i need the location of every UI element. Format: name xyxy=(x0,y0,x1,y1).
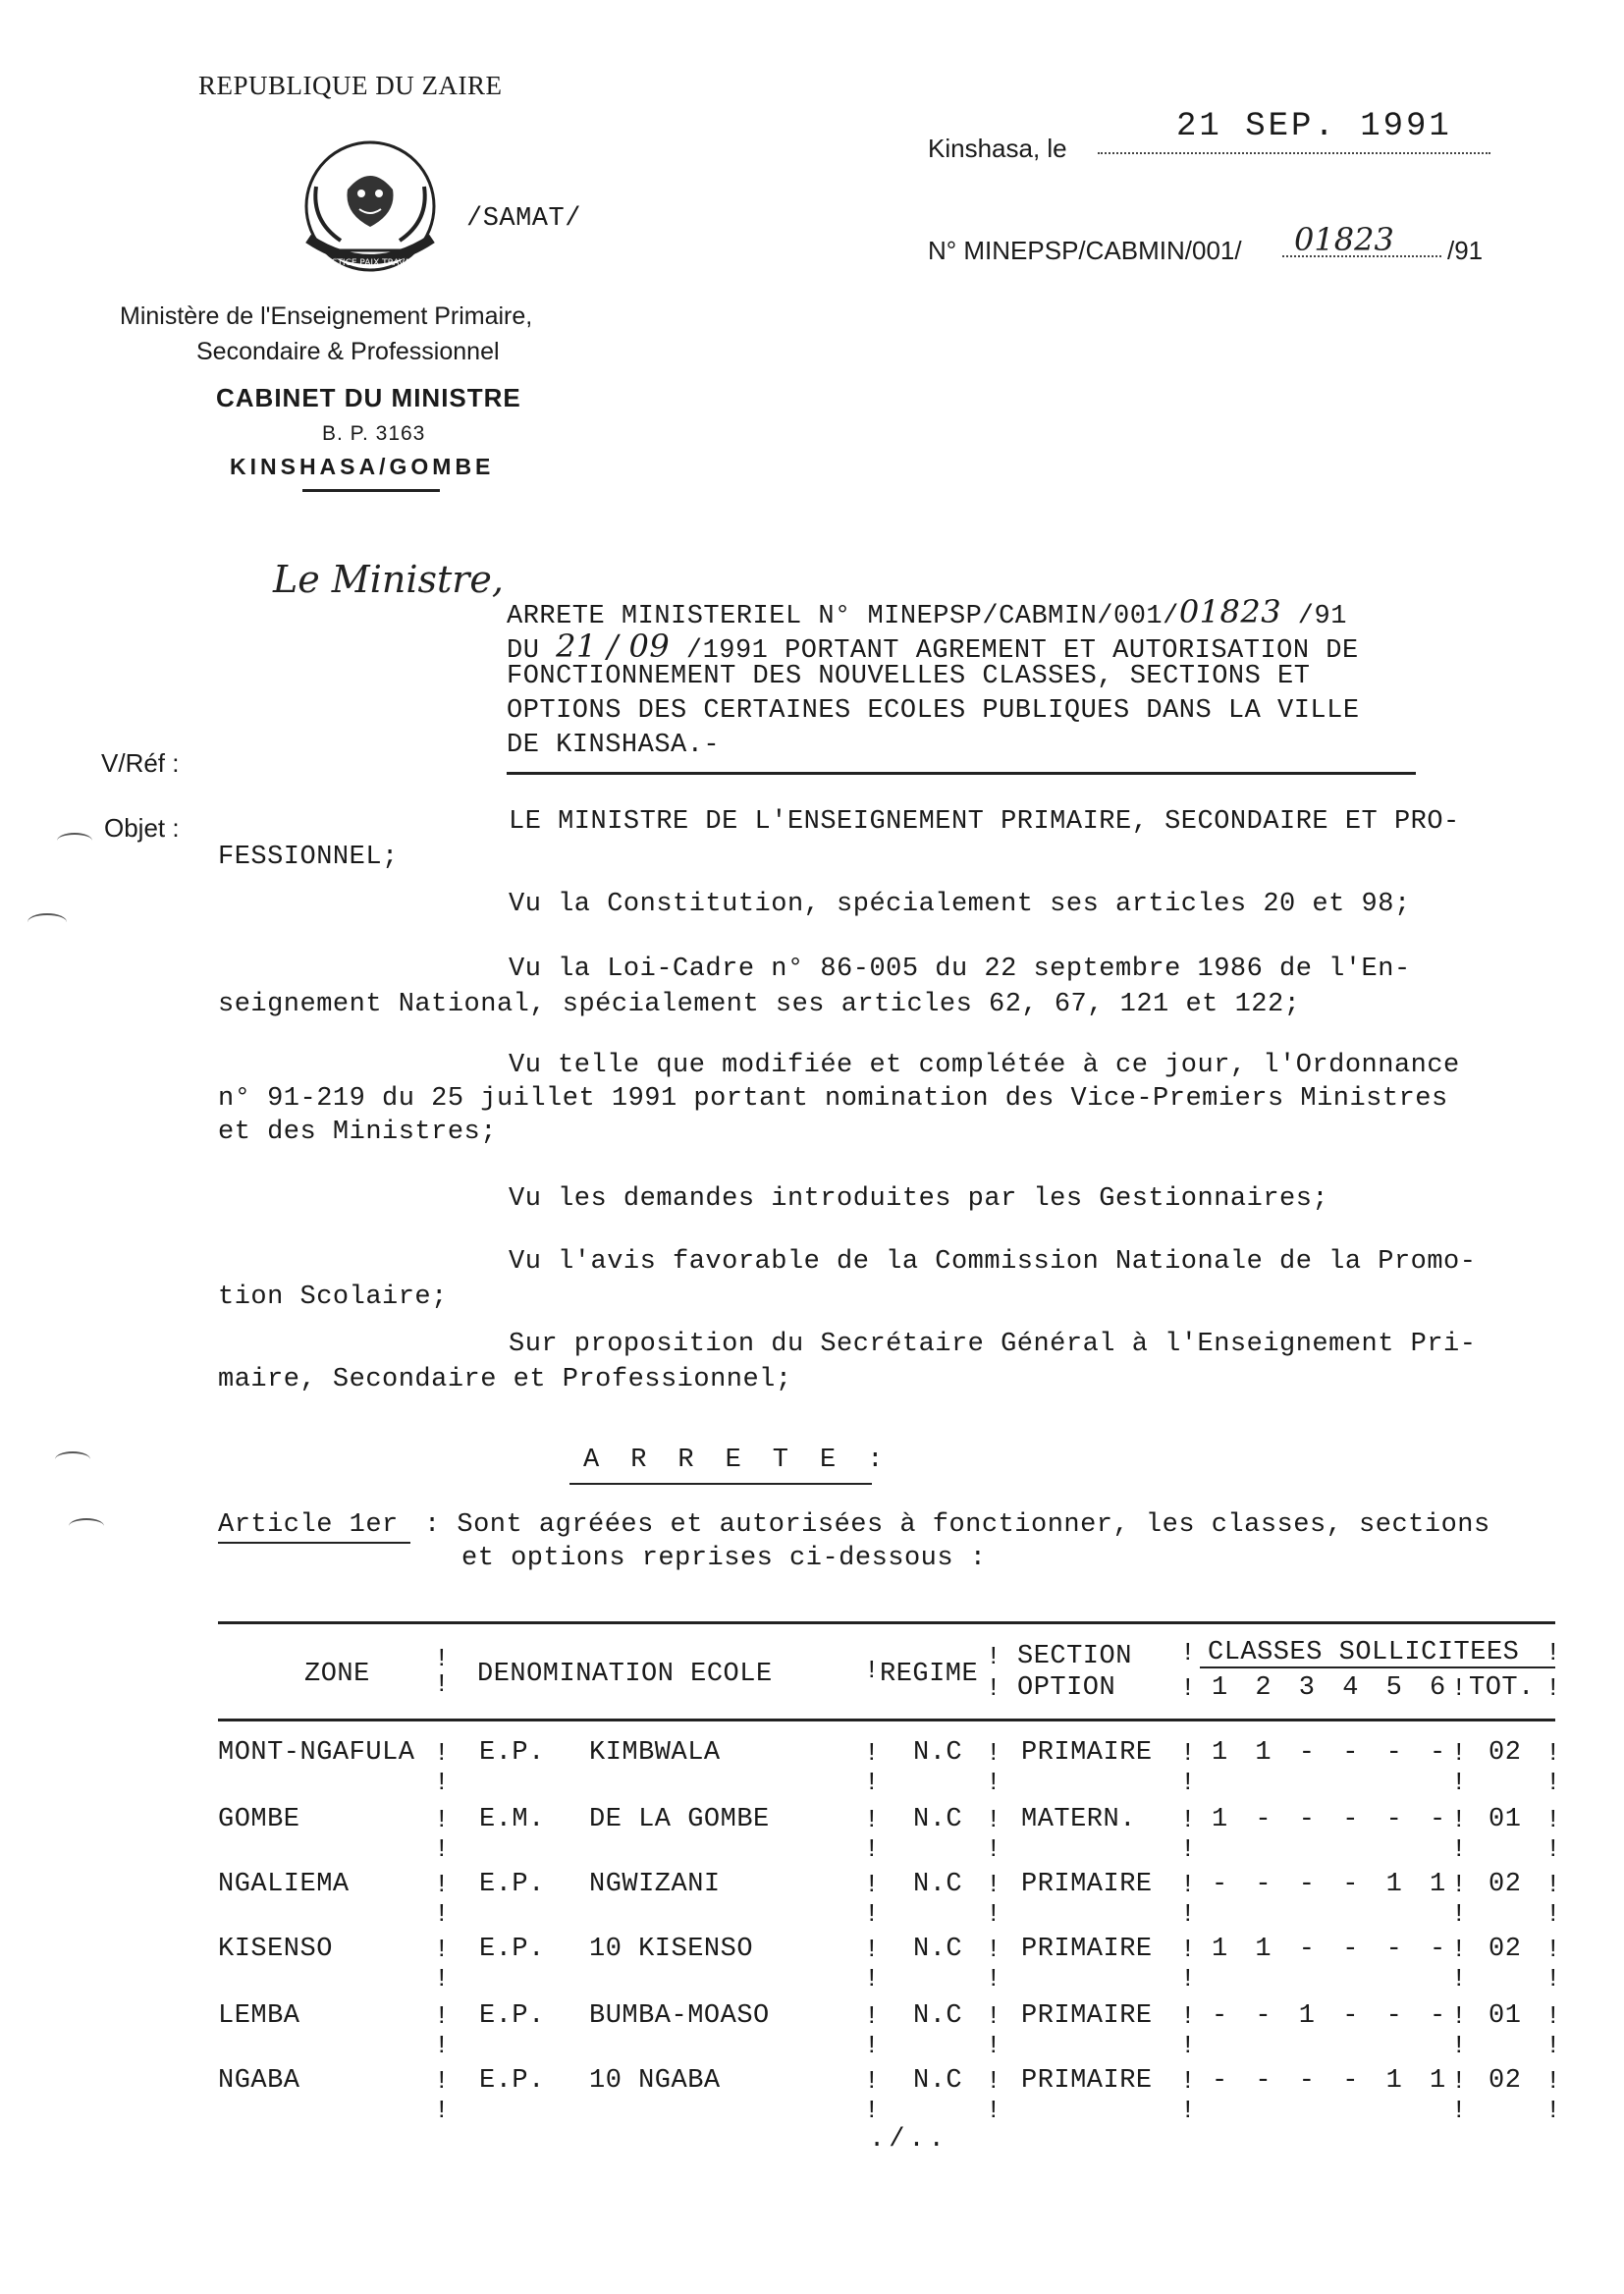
decree-title-line: FONCTIONNEMENT DES NOUVELLES CLASSES, SECTIONS ET xyxy=(507,662,1311,691)
reference-number-suffix: /91 xyxy=(1447,236,1484,265)
divider xyxy=(302,489,440,492)
table-cell-total: 02 xyxy=(1489,1738,1522,1768)
column-separator: ! xyxy=(434,1644,451,1673)
column-separator: ! xyxy=(1180,2031,1197,2060)
column-separator: ! xyxy=(1545,1768,1562,1797)
column-separator: ! xyxy=(864,2001,881,2031)
column-separator: ! xyxy=(986,1673,1002,1703)
decree-title-line: OPTIONS DES CERTAINES ECOLES PUBLIQUES DANS LA VILLE xyxy=(507,696,1360,726)
ministry-name-line-1: Ministère de l'Enseignement Primaire, xyxy=(120,302,533,330)
column-separator: ! xyxy=(1451,2066,1468,2096)
column-separator: ! xyxy=(434,1964,451,1994)
column-separator: ! xyxy=(986,1899,1002,1929)
table-cell-section: MATERN. xyxy=(1021,1805,1136,1834)
column-separator: ! xyxy=(1545,2001,1562,2031)
column-separator: ! xyxy=(1451,2096,1468,2125)
table-cell-regime: N.C xyxy=(913,2001,963,2031)
article-text: : Sont agréées et autorisées à fonctionner, les classes, sections xyxy=(424,1510,1490,1540)
table-cell-type: E.P. xyxy=(479,1738,545,1768)
column-header-option: OPTION xyxy=(1017,1673,1116,1703)
column-separator: ! xyxy=(434,2066,451,2096)
table-cell-type: E.P. xyxy=(479,2001,545,2031)
table-cell-regime: N.C xyxy=(913,2066,963,2096)
column-separator: ! xyxy=(1451,1899,1468,1929)
signatory-heading: Le Ministre, xyxy=(273,558,504,601)
column-separator: ! xyxy=(434,2096,451,2125)
zaire-emblem-icon xyxy=(287,133,454,285)
column-separator: ! xyxy=(1545,1964,1562,1994)
column-separator: ! xyxy=(864,1768,881,1797)
column-separator: ! xyxy=(1451,2001,1468,2031)
column-separator: ! xyxy=(986,2066,1002,2096)
column-separator: ! xyxy=(1180,1738,1197,1768)
table-cell-name: KIMBWALA xyxy=(589,1738,721,1768)
divider xyxy=(507,772,1416,775)
column-separator: ! xyxy=(864,1964,881,1994)
column-separator: ! xyxy=(1451,1834,1468,1864)
table-cell-section: PRIMAIRE xyxy=(1021,1738,1153,1768)
column-separator: ! xyxy=(434,1935,451,1964)
decree-title-line: DU 21 / 09 /1991 PORTANT AGREMENT ET AUTORISATION DE xyxy=(507,628,1359,666)
body-paragraph: n° 91-219 du 25 juillet 1991 portant nomination des Vice-Premiers Ministres xyxy=(218,1084,1448,1114)
table-cell-regime: N.C xyxy=(913,1870,963,1899)
divider xyxy=(569,1483,872,1485)
column-separator: ! xyxy=(434,1899,451,1929)
postal-box: B. P. 3163 xyxy=(322,422,426,445)
column-separator: ! xyxy=(1180,2001,1197,2031)
body-paragraph: seignement National, spécialement ses articles 62, 67, 121 et 122; xyxy=(218,990,1301,1019)
column-header-zone: ZONE xyxy=(304,1660,370,1689)
scan-mark xyxy=(55,1451,90,1467)
column-separator: ! xyxy=(864,1656,881,1685)
column-separator: ! xyxy=(1451,1768,1468,1797)
body-paragraph: Vu la Constitution, spécialement ses articles 20 et 98; xyxy=(509,890,1411,919)
column-separator: ! xyxy=(864,1738,881,1768)
ministry-name-line-2: Secondaire & Professionnel xyxy=(196,338,500,365)
vref-label: V/Réf : xyxy=(101,748,180,778)
column-separator: ! xyxy=(1451,1870,1468,1899)
scan-mark xyxy=(57,833,92,848)
column-separator: ! xyxy=(434,1870,451,1899)
column-separator: ! xyxy=(434,2031,451,2060)
table-cell-total: 01 xyxy=(1489,1805,1522,1834)
column-separator: ! xyxy=(986,1935,1002,1964)
table-cell-section: PRIMAIRE xyxy=(1021,1870,1153,1899)
column-header-section: SECTION xyxy=(1017,1642,1132,1671)
table-cell-section: PRIMAIRE xyxy=(1021,2066,1153,2096)
body-paragraph: Vu les demandes introduites par les Gestionnaires; xyxy=(509,1184,1329,1214)
column-separator: ! xyxy=(434,1669,451,1699)
column-separator: ! xyxy=(1545,1738,1562,1768)
column-separator: ! xyxy=(986,1642,1002,1671)
table-cell-name: 10 NGABA xyxy=(589,2066,721,2096)
page-continuation: ./.. xyxy=(869,2125,948,2155)
column-separator: ! xyxy=(864,1870,881,1899)
table-cell-classes: 1 - - - - - xyxy=(1212,1805,1452,1834)
column-separator: ! xyxy=(1180,1899,1197,1929)
column-separator: ! xyxy=(986,2001,1002,2031)
republic-heading: REPUBLIQUE DU ZAIRE xyxy=(198,71,503,100)
column-separator: ! xyxy=(1180,1964,1197,1994)
column-separator: ! xyxy=(1180,1834,1197,1864)
column-separator: ! xyxy=(1451,1964,1468,1994)
column-separator: ! xyxy=(1545,1673,1562,1703)
date-dotted-line xyxy=(1098,152,1490,154)
reference-number-handwritten: 01823 xyxy=(1294,221,1394,258)
column-separator: ! xyxy=(434,1768,451,1797)
body-paragraph: LE MINISTRE DE L'ENSEIGNEMENT PRIMAIRE, SECONDAIRE ET PRO- xyxy=(509,807,1460,837)
column-separator: ! xyxy=(1180,2066,1197,2096)
table-cell-regime: N.C xyxy=(913,1805,963,1834)
column-separator: ! xyxy=(864,1805,881,1834)
column-separator: ! xyxy=(986,2096,1002,2125)
reference-number-prefix: N° MINEPSP/CABMIN/001/ xyxy=(928,236,1242,265)
column-separator: ! xyxy=(986,1805,1002,1834)
table-cell-zone: KISENSO xyxy=(218,1935,333,1964)
table-rule xyxy=(218,1719,1555,1721)
column-separator: ! xyxy=(864,2066,881,2096)
decree-title-line: ARRETE MINISTERIEL N° MINEPSP/CABMIN/001/01823 /91 xyxy=(507,593,1347,631)
column-separator: ! xyxy=(986,1834,1002,1864)
table-cell-type: E.P. xyxy=(479,1935,545,1964)
column-separator: ! xyxy=(1180,1870,1197,1899)
body-paragraph: et des Ministres; xyxy=(218,1118,497,1147)
body-paragraph: Vu l'avis favorable de la Commission Nationale de la Promo- xyxy=(509,1247,1477,1277)
column-header-total: TOT. xyxy=(1469,1673,1535,1703)
column-separator: ! xyxy=(1545,1805,1562,1834)
table-cell-classes: 1 1 - - - - xyxy=(1212,1738,1452,1768)
column-separator: ! xyxy=(1545,2066,1562,2096)
cabinet-heading: CABINET DU MINISTRE xyxy=(216,383,521,412)
table-cell-zone: GOMBE xyxy=(218,1805,300,1834)
column-separator: ! xyxy=(864,1899,881,1929)
column-header-class-numbers: 1 2 3 4 5 6 xyxy=(1212,1673,1452,1703)
table-cell-total: 02 xyxy=(1489,1870,1522,1899)
body-paragraph: FESSIONNEL; xyxy=(218,843,399,872)
column-header-classes: CLASSES SOLLICITEES xyxy=(1208,1638,1520,1667)
column-separator: ! xyxy=(1451,1673,1468,1703)
column-separator: ! xyxy=(986,1738,1002,1768)
column-separator: ! xyxy=(1180,1805,1197,1834)
decree-title-line: DE KINSHASA.- xyxy=(507,731,721,760)
city-heading: KINSHASA/GOMBE xyxy=(230,454,495,479)
table-cell-zone: LEMBA xyxy=(218,2001,300,2031)
table-cell-classes: - - - - 1 1 xyxy=(1212,2066,1452,2096)
column-separator: ! xyxy=(864,2096,881,2125)
table-cell-section: PRIMAIRE xyxy=(1021,1935,1153,1964)
column-separator: ! xyxy=(1180,1768,1197,1797)
column-header-regime: REGIME xyxy=(880,1660,979,1689)
article-text: et options reprises ci-dessous : xyxy=(461,1544,987,1573)
table-cell-name: NGWIZANI xyxy=(589,1870,721,1899)
office-code: /SAMAT/ xyxy=(466,204,581,234)
table-cell-type: E.P. xyxy=(479,2066,545,2096)
body-paragraph: Sur proposition du Secrétaire Général à l'Enseignement Pri- xyxy=(509,1330,1477,1359)
body-paragraph: Vu la Loi-Cadre n° 86-005 du 22 septembre 1986 de l'En- xyxy=(509,955,1411,984)
column-separator: ! xyxy=(1180,2096,1197,2125)
body-paragraph: maire, Secondaire et Professionnel; xyxy=(218,1365,792,1394)
table-cell-classes: 1 1 - - - - xyxy=(1212,1935,1452,1964)
body-paragraph: Vu telle que modifiée et complétée à ce jour, l'Ordonnance xyxy=(509,1051,1460,1080)
column-separator: ! xyxy=(1451,1805,1468,1834)
column-separator: ! xyxy=(1180,1638,1197,1667)
scan-mark xyxy=(69,1518,104,1534)
table-cell-section: PRIMAIRE xyxy=(1021,2001,1153,2031)
decree-title xyxy=(507,593,1360,765)
table-rule xyxy=(218,1621,1555,1624)
column-separator: ! xyxy=(434,1834,451,1864)
table-cell-name: BUMBA-MOASO xyxy=(589,2001,770,2031)
table-cell-name: 10 KISENSO xyxy=(589,1935,754,1964)
body-paragraph: tion Scolaire; xyxy=(218,1283,448,1312)
column-separator: ! xyxy=(1545,1834,1562,1864)
column-separator: ! xyxy=(864,1935,881,1964)
column-separator: ! xyxy=(1451,1738,1468,1768)
objet-label: Objet : xyxy=(104,813,180,843)
column-separator: ! xyxy=(864,2031,881,2060)
table-cell-zone: NGABA xyxy=(218,2066,300,2096)
column-separator: ! xyxy=(434,1805,451,1834)
article-label: Article 1er xyxy=(218,1510,399,1540)
column-separator: ! xyxy=(1545,2096,1562,2125)
table-cell-regime: N.C xyxy=(913,1738,963,1768)
place-label: Kinshasa, le xyxy=(928,134,1067,163)
table-cell-total: 01 xyxy=(1489,2001,1522,2031)
table-cell-name: DE LA GOMBE xyxy=(589,1805,770,1834)
column-separator: ! xyxy=(1451,2031,1468,2060)
column-separator: ! xyxy=(1180,1673,1197,1703)
column-separator: ! xyxy=(986,1870,1002,1899)
emblem-motto: JUSTICE PAIX TRAVAIL xyxy=(322,258,418,268)
column-separator: ! xyxy=(434,1738,451,1768)
divider xyxy=(218,1542,410,1544)
table-cell-regime: N.C xyxy=(913,1935,963,1964)
table-cell-zone: NGALIEMA xyxy=(218,1870,350,1899)
column-separator: ! xyxy=(1451,1935,1468,1964)
table-cell-classes: - - 1 - - - xyxy=(1212,2001,1452,2031)
table-cell-total: 02 xyxy=(1489,2066,1522,2096)
table-cell-type: E.P. xyxy=(479,1870,545,1899)
table-cell-classes: - - - - 1 1 xyxy=(1212,1870,1452,1899)
column-separator: ! xyxy=(986,1964,1002,1994)
table-cell-zone: MONT-NGAFULA xyxy=(218,1738,415,1768)
table-cell-total: 02 xyxy=(1489,1935,1522,1964)
column-separator: ! xyxy=(1545,2031,1562,2060)
column-separator: ! xyxy=(986,1768,1002,1797)
column-separator: ! xyxy=(434,2001,451,2031)
column-separator: ! xyxy=(1545,1899,1562,1929)
scan-mark xyxy=(27,913,67,931)
column-separator: ! xyxy=(1545,1638,1562,1667)
column-separator: ! xyxy=(1545,1870,1562,1899)
column-separator: ! xyxy=(1545,1935,1562,1964)
table-cell-type: E.M. xyxy=(479,1805,545,1834)
column-header-denomination: DENOMINATION ECOLE xyxy=(477,1660,773,1689)
column-separator: ! xyxy=(986,2031,1002,2060)
decree-heading: ARRETE: xyxy=(583,1446,915,1475)
date-stamp: 21 SEP. 1991 xyxy=(1176,108,1452,145)
column-separator: ! xyxy=(1180,1935,1197,1964)
column-separator: ! xyxy=(864,1834,881,1864)
